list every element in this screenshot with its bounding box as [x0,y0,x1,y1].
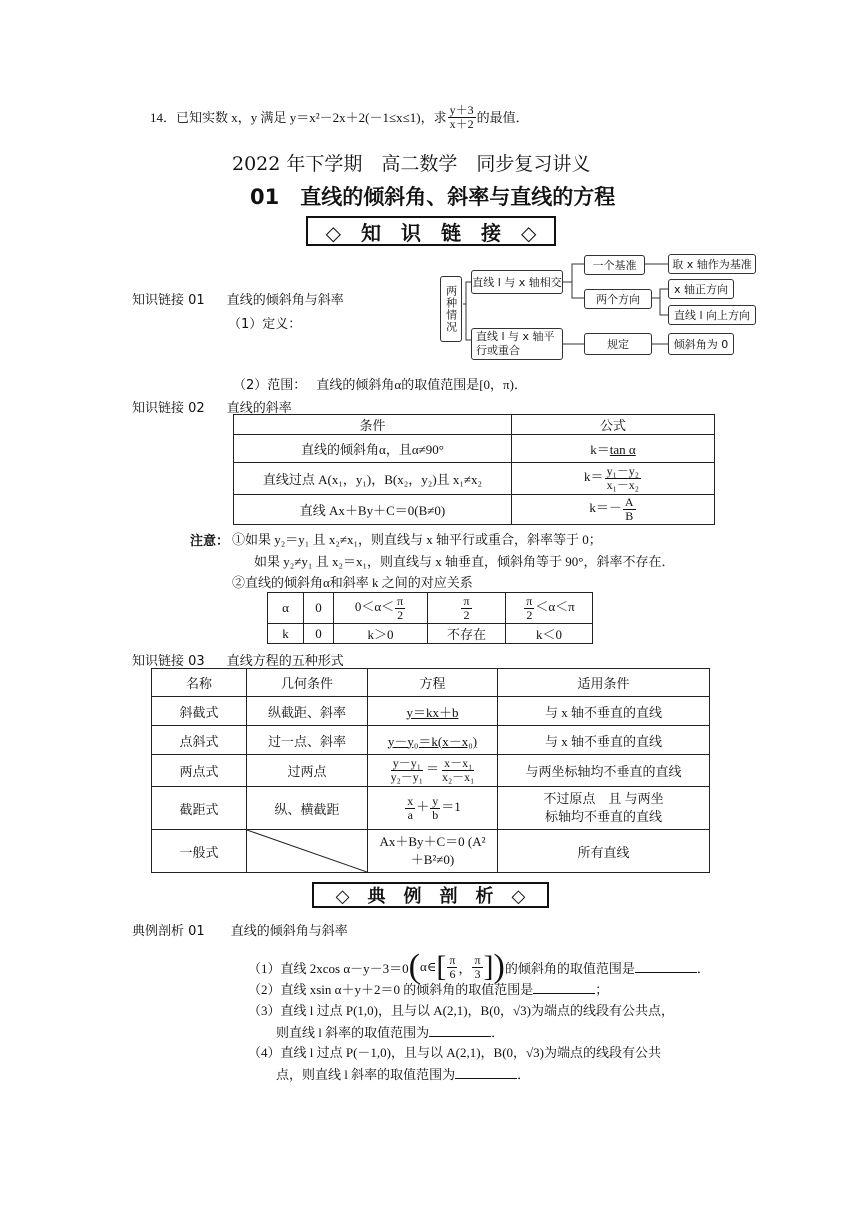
ex1-heading-label: 典例剖析 01 [132,924,205,939]
angle-table-cell: 不存在 [428,624,506,644]
k1-topic: 直线的倾斜角与斜率 [226,293,344,308]
mindmap-rule-label: 规定 [607,338,629,351]
k1-heading-label: 知识链接 01 [132,293,205,308]
mindmap-rule [584,333,652,355]
angle-table-cell: k＞0 [334,624,428,644]
k2-heading-label: 知识链接 02 [132,401,205,416]
mindmap-root [440,276,462,342]
slope-table-formula-general: k＝－ $\frac{A}{B}$ [512,495,715,525]
angle-table-cell: $\frac{\pi}{2}$ ＜α＜π [506,593,593,624]
mindmap-leaf-angle-zero [668,333,734,355]
angle-table-cell: 0＜α＜ $\frac{\pi}{2}$ [334,593,428,624]
forms-table-header: 方程 [368,669,498,697]
mindmap-branch-parallel [471,328,563,360]
mindmap-root-label: 两种情况 [444,285,458,333]
mindmap-one-basis [584,255,645,275]
mindmap-leaf-line-up-label: 直线 l 向上方向 [673,309,751,322]
forms-table-cell: 纵、横截距 [247,787,368,830]
forms-table-header: 几何条件 [247,669,368,697]
angle-table-cell: $\frac{\pi}{2}$ [428,593,506,624]
forms-table-cell: 不过原点 且 与两坐标轴均不垂直的直线 [498,787,710,830]
forms-table-cell: 一般式 [152,830,247,873]
diagonal-line [247,830,367,872]
forms-table-cell: 过两点 [247,755,368,787]
q4-text: （4）直线 l 过点 P(－1,0)，且与以 A(2,1)，B(0，√3)为端点的线段有公共 [248,1045,662,1060]
angle-slope-table [267,592,593,644]
q1-text: （1）直线 2xcos α－y－3＝0 [248,960,409,976]
forms-table-cell: 与 x 轴不垂直的直线 [498,697,710,726]
equation-point-slope: y－y₀＝k(x－x₀) [387,733,478,749]
slope-table-cell: 直线的倾斜角α，且α≠90° [234,435,512,463]
k1-range-text: 直线的倾斜角α的取值范围是[0，π)． [316,377,527,392]
forms-table-cell: 所有直线 [498,830,710,873]
forms-table-equation [368,726,498,755]
mindmap-leaf-x-positive-label: x 轴正方向 [673,283,728,296]
forms-table-equation-general: Ax＋By＋C＝0 (A²＋B²≠0) [368,830,498,873]
k1-range-label: （2）范围： [233,378,307,393]
problem-14-fraction [448,104,476,130]
slope-table-header-formula: 公式 [512,415,715,435]
q3-text: （3）直线 l 过点 P(1,0)，且与以 A(2,1)，B(0，√3)为端点的线段有公共点， [248,1003,675,1018]
ex1-question-3 [248,1000,674,1044]
q4-answer-blank[interactable] [455,1067,517,1079]
line-forms-table [151,668,710,873]
q4-line-2: 点，则直线 l 斜率的取值范围为 ． [276,1067,531,1082]
angle-table-cell: 0 [304,593,334,624]
problem-14 [150,103,529,132]
ex1-question-2: （2）直线 xsin α＋y＋2＝0 的倾斜角的取值范围是 ； [248,982,609,997]
forms-table-header: 名称 [152,669,247,697]
q3-text-tail: 则直线 l 斜率的取值范围为 [276,1025,430,1040]
k2-topic: 直线的斜率 [226,401,292,416]
slope-table [233,414,715,525]
mindmap-leaf-basis-label: 取 x 轴作为基准 [672,258,752,271]
fraction-numerator: y＋3 [449,103,474,117]
problem-14-text: 14．已知实数 x，y 满足 y＝x²－2x＋2(－1≤x≤1)，求 [150,110,447,126]
slope-table-cell: 直线过点 A(x₁，y₁)，B(x₂，y₂)且 x₁≠x₂ [234,463,512,495]
ex1-question-4 [248,1042,661,1086]
forms-table-equation-intercept: $\frac{x}{a}$ ＋ $\frac{y}{b}$ ＝1 [368,787,498,830]
forms-table-cell: 与两坐标轴均不垂直的直线 [498,755,710,787]
q1-answer-blank[interactable] [635,961,697,973]
k3-heading [132,650,344,669]
mindmap-one-basis-label: 一个基准 [592,259,637,272]
mindmap-two-directions-label: 两个方向 [596,293,640,306]
k3-topic: 直线方程的五种形式 [226,654,344,669]
page-title: 01 直线的倾斜角、斜率与直线的方程 [250,185,616,209]
fraction-denominator: x＋2 [449,116,474,131]
page-subtitle: 2022 年下学期 高二数学 同步复习讲义 [232,153,591,175]
slope-table-formula-two-points: k＝ $\frac{\text{y₁－y₂}}{\text{x₁－x₂}}$ [512,463,715,495]
mindmap-leaf-x-positive [668,279,734,299]
forms-table-cell: 过一点、斜率 [247,726,368,755]
k1-range [233,374,527,393]
problem-14-tail: 的最值． [476,110,529,126]
ex1-question-1: （1）直线 2xcos α－y－3＝0 ( α∈ [ $\frac{\pi}{6}$ ， $\frac{\pi}{3}$ ] ) 的倾斜角的取值范围是 ． [248,948,710,985]
slope-table-cell: 直线 Ax＋By＋C＝0(B≠0) [234,495,512,525]
mindmap-leaf-line-up [668,305,756,325]
angle-table-cell: α [268,593,304,624]
k3-heading-label: 知识链接 03 [132,654,205,669]
mindmap-branch-parallel-label: 直线 l 与 x 轴平行或重合 [476,329,555,357]
section-knowledge-links: ◇ 知 识 链 接 ◇ [306,216,556,246]
forms-table-header: 适用条件 [498,669,710,697]
forms-table-cell: 斜截式 [152,697,247,726]
mindmap-branch-intersect [471,270,563,294]
mindmap-two-directions [584,289,652,309]
q2-text: （2）直线 xsin α＋y＋2＝0 的倾斜角的取值范围是 [248,982,534,997]
forms-table-cell: 截距式 [152,787,247,830]
angle-table-cell: k [268,624,304,644]
angle-table-cell: k＜0 [506,624,593,644]
k1-definition-label: （1）定义： [228,317,302,332]
q4-text-tail: 点，则直线 l 斜率的取值范围为 [276,1067,456,1082]
forms-table-cell: 纵截距、斜率 [247,697,368,726]
forms-table-cell: 与 x 轴不垂直的直线 [498,726,710,755]
forms-table-cell: 点斜式 [152,726,247,755]
mindmap-leaf-angle-zero-label: 倾斜角为 0 [673,338,729,351]
note-line-3: ②直线的倾斜角α和斜率 k 之间的对应关系 [232,575,473,590]
q2-answer-blank[interactable] [533,982,595,994]
forms-table-equation-two-point: $\frac{\text{y－y₁}}{\text{y₂－y₁}}$ ＝ $\frac{\text{x－x₁}}{\text{x₂－x₁}}$ [368,755,498,787]
note-line-2: 如果 y₂≠y₁ 且 x₂＝x₁，则直线与 x 轴垂直，倾斜角等于 90°，斜率不存在． [254,554,675,569]
note-line-1: ①如果 y₂＝y₁ 且 x₂≠x₁，则直线与 x 轴平行或重合，斜率等于 0； [232,532,602,547]
q1-text-tail: 的倾斜角的取值范围是 [504,960,635,976]
equation-slope-intercept: y＝kx＋b [406,704,459,720]
forms-table-equation [368,697,498,726]
q3-answer-blank[interactable] [429,1025,491,1037]
mindmap-leaf-basis [668,254,756,274]
ex1-heading [132,920,348,939]
mindmap-branch-intersect-label: 直线 l 与 x 轴相交 [472,276,562,289]
q1-condition: ( α∈ [ $\frac{\pi}{6}$ ， $\frac{\pi}{3}$ ] ) [408,948,505,985]
q3-line-2: 则直线 l 斜率的取值范围为 ． [276,1025,505,1040]
ex1-topic: 直线的倾斜角与斜率 [230,924,348,939]
section-example-analysis: ◇ 典 例 剖 析 ◇ [312,882,549,908]
k1-heading [132,289,344,308]
note-label: 注意： [190,534,230,549]
angle-table-cell: 0 [304,624,334,644]
slope-table-formula-tan: k＝tan α [512,435,715,463]
forms-table-diagonal-cell [247,830,368,873]
slope-table-header-condition: 条件 [234,415,512,435]
forms-table-cell: 两点式 [152,755,247,787]
